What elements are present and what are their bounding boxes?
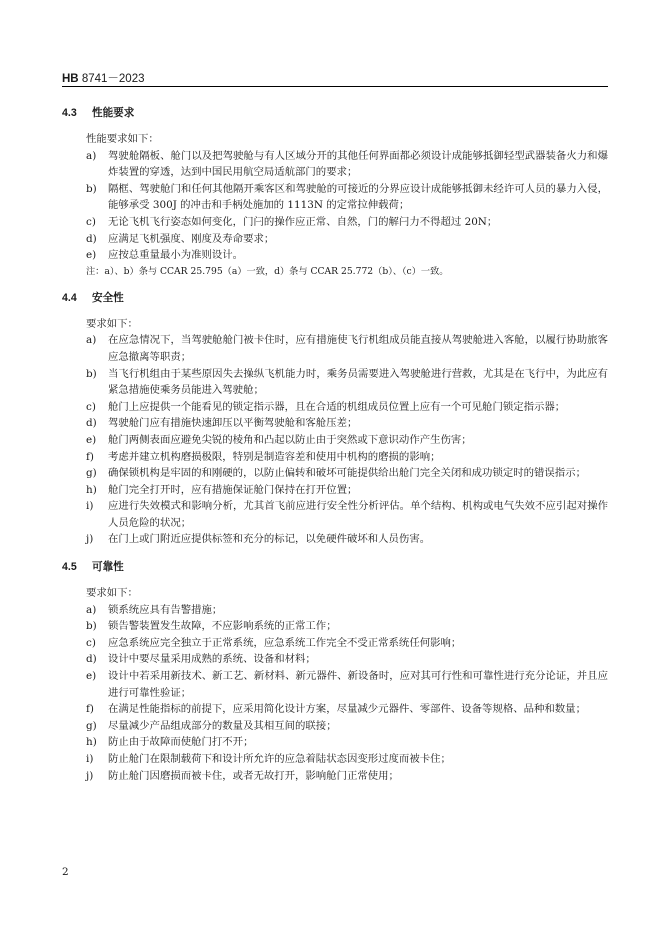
item-text: 锁系统应具有告警措施； [108, 603, 223, 616]
item-label: e) [86, 249, 97, 262]
section-heading-4-5 [62, 559, 608, 575]
item-text: 防止由于故障而使舱门打不开； [108, 736, 254, 749]
section-note: 注：a）、b）条与 CCAR 25.795（a）一致，d）条与 CCAR 25.772（b）、（c）一致。 [86, 265, 449, 277]
item-text: 锁告警装置发生故障，不应影响系统的正常工作； [108, 620, 337, 633]
item-text: 考虑并建立机构磨损极限，特别是制造容差和使用中机构的磨损的影响； [108, 450, 441, 463]
item-label: b) [86, 367, 97, 380]
item-text: 驾驶舱隔板、舱门以及把驾驶舱与有人区域分开的其他任何界面都必须设计成能够抵御轻型武器装备火力和爆炸装置的穿透，达到中国民用航空局适航部门的要求； [108, 149, 608, 179]
page-number: 2 [62, 866, 69, 878]
list-item [86, 602, 608, 619]
section-heading-4-4 [62, 290, 608, 306]
list-item [86, 214, 608, 231]
item-text: 确保锁机构是牢固的和刚硬的，以防止偏转和破坏可能提供给出舱门完全关闭和成功锁定时的错误指示； [108, 467, 586, 480]
item-label: j) [86, 533, 94, 546]
item-text: 无论飞机飞行姿态如何变化，门闩的操作应正常、自然，门的解闩力不得超过 20N； [108, 215, 498, 228]
item-text: 应满足飞机强度、刚度及寿命要求； [108, 232, 275, 245]
list-item [86, 432, 608, 449]
item-label: d) [86, 417, 97, 430]
item-label: h) [86, 736, 97, 749]
item-label: a) [86, 334, 97, 347]
section-number: 4.5 [62, 561, 77, 574]
item-label: h) [86, 483, 97, 496]
item-label: i) [86, 500, 94, 513]
item-text: 驾驶舱门应有措施快速卸压以平衡驾驶舱和客舱压差； [108, 417, 358, 430]
item-text: 设计中若采用新技术、新工艺、新材料、新元器件、新设备时，应对其可行性和可靠性进行充分论证，并且应进行可靠性验证； [108, 670, 608, 699]
item-text: 应进行失效模式和影响分析，尤其首飞前应进行安全性分析评估。单个结构、机构或电气失效不应引起对操作人员危险的状况； [108, 500, 608, 529]
section-title: 性能要求 [92, 107, 135, 119]
item-label: g) [86, 467, 97, 480]
section-number: 4.3 [62, 107, 77, 119]
standard-number: 8741－2023 [78, 73, 145, 85]
item-text: 在满足性能指标的前提下，应采用简化设计方案，尽量减少元器件、零部件、设备等规格、品种和数量； [108, 703, 586, 716]
list-item [86, 332, 608, 365]
item-label: b) [86, 620, 97, 633]
section-title: 安全性 [92, 291, 124, 304]
header-rule [62, 86, 608, 87]
item-text: 舱门完全打开时，应有措施保证舱门保持在打开位置； [108, 483, 358, 496]
section-intro: 性能要求如下： [86, 133, 159, 145]
section-title: 可靠性 [92, 561, 124, 574]
item-text: 在门上或门附近应提供标签和充分的标记，以免硬件破坏和人员伤害。 [108, 533, 431, 546]
list-item [86, 651, 608, 668]
section-intro: 要求如下： [86, 317, 138, 330]
list-item [86, 399, 608, 416]
item-label: c) [86, 400, 96, 413]
item-label: i) [86, 753, 94, 765]
item-text: 舱门上应提供一个能看见的锁定指示器，且在合适的机组成员位置上应有一个可见舱门锁定指示器； [108, 400, 566, 413]
item-label: f) [86, 450, 94, 463]
item-label: d) [86, 232, 97, 245]
item-text: 应按总重量最小为准则设计。 [108, 249, 244, 262]
list-item [86, 181, 608, 214]
item-label: f) [86, 703, 94, 716]
list-item [86, 247, 608, 264]
item-label: g) [86, 719, 97, 732]
document-body [62, 105, 608, 784]
list-item [86, 531, 608, 548]
list-item [86, 366, 608, 399]
item-text: 尽量减少产品组成部分的数量及其相互间的联接； [108, 719, 337, 732]
list-item [86, 618, 608, 635]
item-text: 当飞行机组由于某些原因失去操纵飞机能力时，乘务员需要进入驾驶舱进行营救，尤其是在飞行中，为此应有紧急措施使乘务员能进入驾驶舱； [108, 367, 608, 397]
item-text: 设计中要尽量采用成熟的系统、设备和材料； [108, 653, 316, 666]
item-label: a) [86, 603, 97, 616]
item-label: e) [86, 670, 97, 683]
list-item [86, 751, 608, 768]
item-label: c) [86, 215, 96, 228]
item-text: 防止舱门因磨损而被卡住，或者无故打开，影响舱门正常使用； [108, 769, 399, 782]
list-item [86, 701, 608, 718]
list-item [86, 482, 608, 499]
list-item [86, 718, 608, 735]
list-item [86, 148, 608, 181]
item-label: e) [86, 433, 97, 446]
list-item [86, 668, 608, 701]
item-text: 舱门两侧表面应避免尖锐的棱角和凸起以防止由于突然或下意识动作产生伤害； [108, 433, 472, 446]
list-item [86, 768, 608, 785]
list-item [86, 415, 608, 432]
item-label: j) [86, 769, 94, 782]
section-number: 4.4 [62, 291, 77, 304]
item-label: a) [86, 149, 97, 162]
list-item [86, 231, 608, 248]
item-label: d) [86, 653, 97, 666]
item-text: 防止舱门在限制载荷下和设计所允许的应急着陆状态因变形过度而被卡住； [108, 753, 451, 765]
standard-code: HB [62, 73, 79, 85]
list-item [86, 734, 608, 751]
item-label: c) [86, 636, 96, 649]
section-intro: 要求如下： [86, 587, 138, 600]
item-text: 隔框、驾驶舱门和任何其他隔开乘客区和驾驶舱的可接近的分界应设计成能够抵御未经许可人员的暴力入侵，能够承受 300J 的冲击和手柄处施加的 1113N 的定常拉伸载荷； [108, 182, 608, 212]
standard-number-header [62, 70, 145, 86]
item-label: b) [86, 182, 97, 195]
section-heading-4-3 [62, 105, 608, 121]
item-text: 在应急情况下，当驾驶舱舱门被卡住时，应有措施使飞行机组成员能直接从驾驶舱进入客舱，以履行协助旅客应急撤离等职责； [108, 334, 608, 363]
list-item [86, 449, 608, 466]
list-item [86, 465, 608, 482]
list-item [86, 498, 608, 531]
list-item [86, 635, 608, 652]
item-text: 应急系统应完全独立于正常系统，应急系统工作完全不受正常系统任何影响； [108, 636, 462, 649]
